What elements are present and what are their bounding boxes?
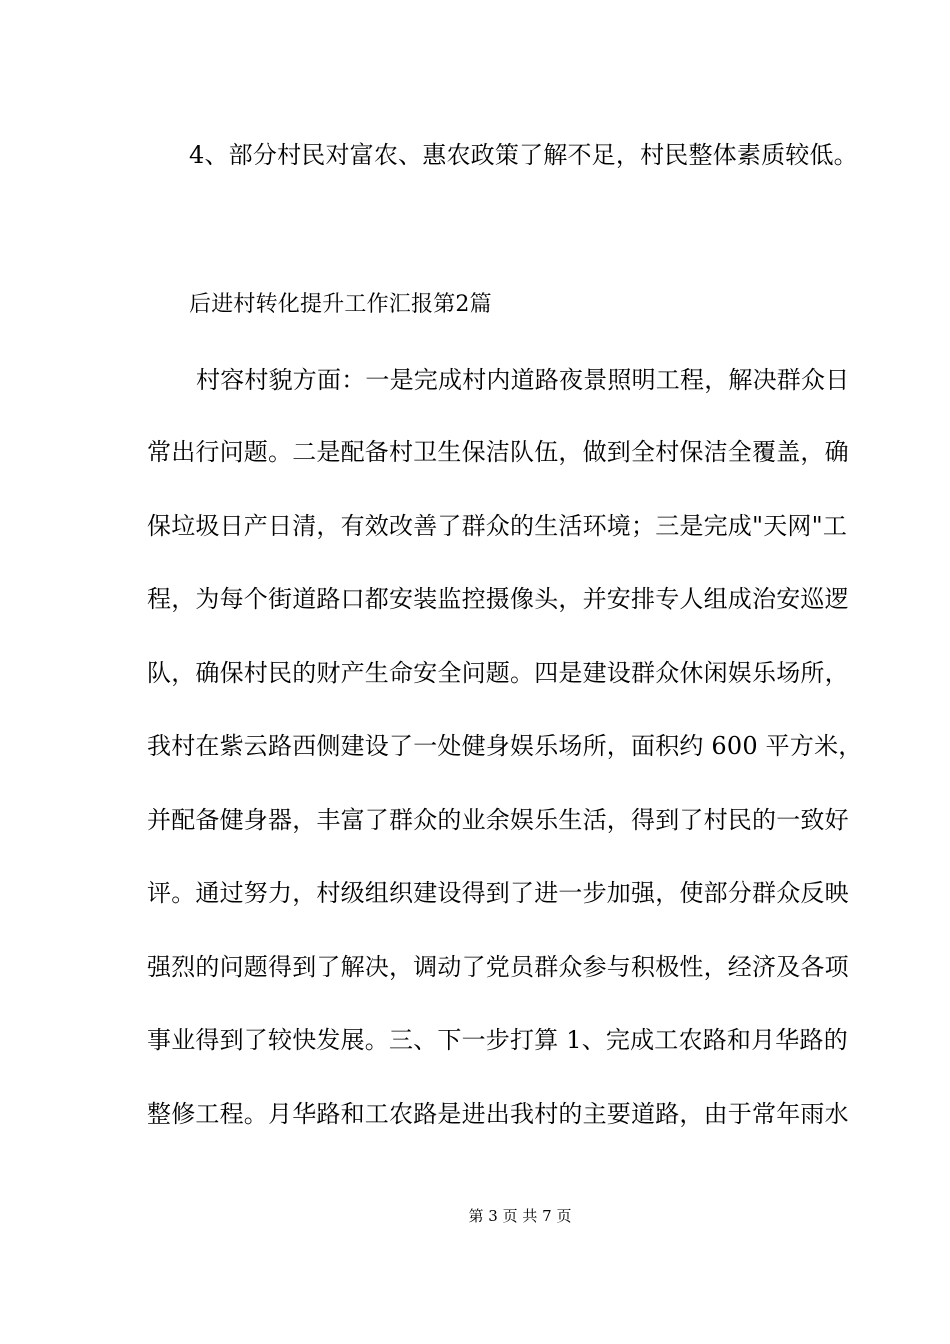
paragraph-line: 常出行问题。二是配备村卫生保洁队伍，做到全村保洁全覆盖，确 (147, 438, 849, 466)
paragraph-line: 并配备健身器，丰富了群众的业余娱乐生活，得到了村民的一致好 (147, 806, 849, 834)
paragraph-line: 队，确保村民的财产生命安全问题。四是建设群众休闲娱乐场所， (147, 659, 849, 687)
list-item-4: 4、部分村民对富农、惠农政策了解不足，村民整体素质较低。 (189, 141, 858, 169)
page-number-footer: 第 3 页 共 7 页 (468, 1207, 572, 1225)
paragraph-line: 强烈的问题得到了解决，调动了党员群众参与积极性，经济及各项 (147, 953, 849, 981)
paragraph-line: 评。通过努力，村级组织建设得到了进一步加强，使部分群众反映 (147, 879, 849, 907)
paragraph-line: 保垃圾日产日清，有效改善了群众的生活环境；三是完成"天网"工 (147, 512, 848, 540)
paragraph-line: 我村在紫云路西侧建设了一处健身娱乐场所，面积约 600 平方米， (147, 732, 863, 760)
paragraph-line: 事业得到了较快发展。三、下一步打算 1、完成工农路和月华路的 (147, 1026, 848, 1054)
paragraph-line: 村容村貌方面：一是完成村内道路夜景照明工程，解决群众日 (196, 366, 850, 394)
paragraph-line: 整修工程。月华路和工农路是进出我村的主要道路，由于常年雨水 (147, 1100, 849, 1128)
section-heading: 后进村转化提升工作汇报第2篇 (189, 292, 492, 317)
paragraph-line: 程，为每个街道路口都安装监控摄像头，并安排专人组成治安巡逻 (147, 585, 849, 613)
